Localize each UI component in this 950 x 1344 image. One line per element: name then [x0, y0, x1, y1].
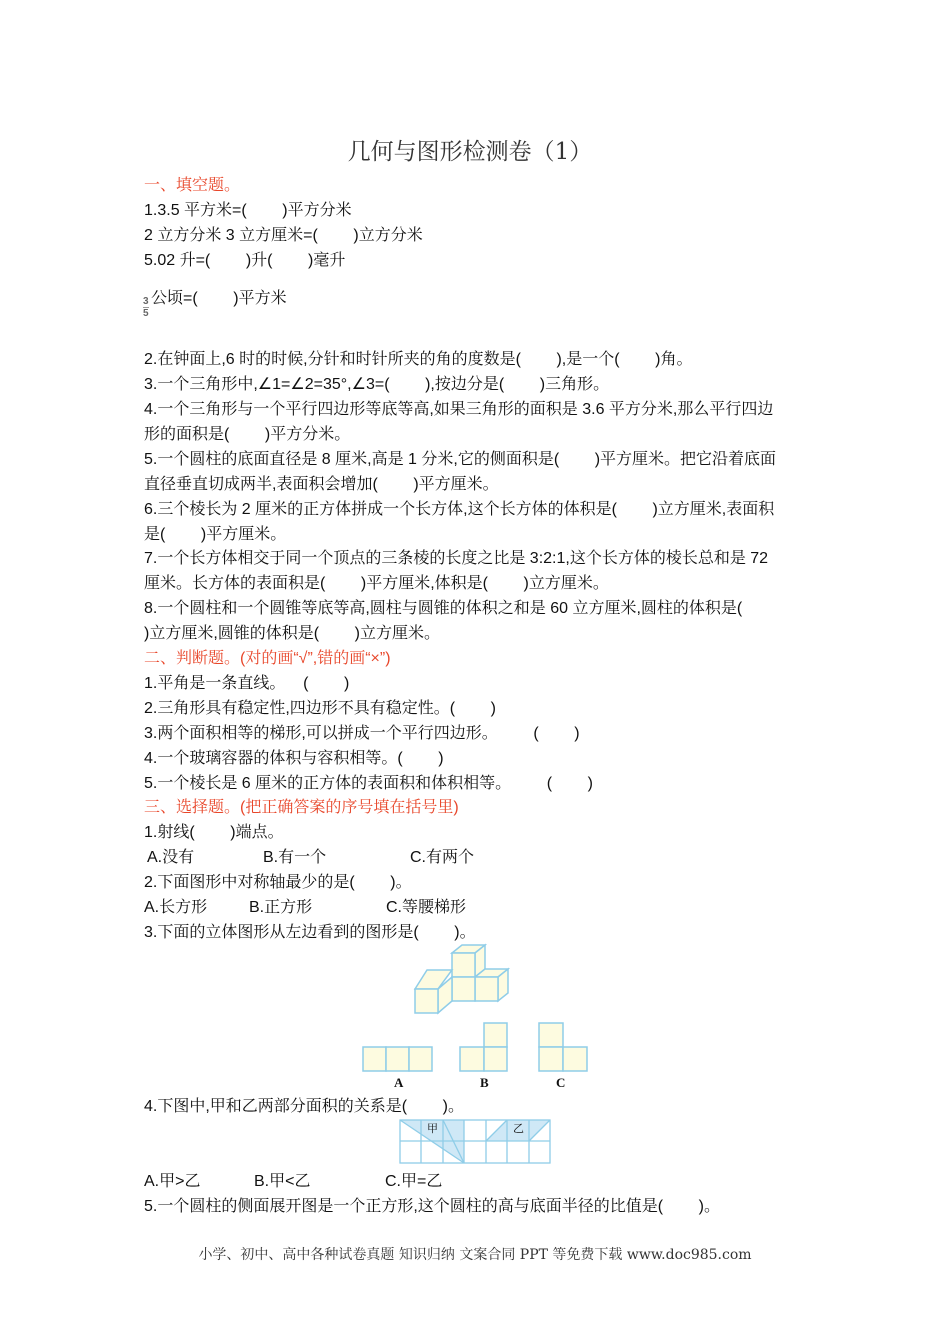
view-b	[460, 1023, 507, 1071]
option-c: C.等腰梯形	[386, 899, 467, 916]
view-c	[539, 1023, 587, 1071]
question-line: 8.一个圆柱和一个圆锥等底等高,圆柱与圆锥的体积之和是 60 立方厘米,圆柱的体积是(	[144, 600, 743, 617]
fraction-denominator: 5	[143, 308, 149, 319]
option-b: B.甲<乙	[254, 1173, 311, 1190]
question-line: 7.一个长方体相交于同一个顶点的三条棱的长度之比是 3:2:1,这个长方体的棱长总和是 72	[144, 550, 769, 567]
question-line: 4.下图中,甲和乙两部分面积的关系是( )。	[144, 1098, 465, 1115]
question-line: 5.一个圆柱的侧面展开图是一个正方形,这个圆柱的高与底面半径的比值是( )。	[144, 1198, 721, 1215]
question-line: 直径垂直切成两半,表面积会增加( )平方厘米。	[144, 476, 499, 493]
question-line: 厘米。长方体的表面积是( )平方厘米,体积是( )立方厘米。	[144, 575, 609, 592]
section-heading-judge: 二、判断题。(对的画“√”,错的画“×”)	[144, 650, 391, 667]
question-line: 2.在钟面上,6 时的时候,分针和时针所夹的角的度数是( ),是一个( )角。	[144, 351, 693, 368]
option-a: A.甲>乙	[144, 1173, 201, 1190]
view-a	[363, 1047, 432, 1071]
question-line: 5.02 升=( )升( )毫升	[144, 252, 346, 269]
footer: 小学、初中、高中各种试卷真题 知识归纳 文案合同 PPT 等免费下载 www.doc985.com	[198, 1247, 752, 1263]
view-label-a: A	[394, 1075, 404, 1090]
question-line: 形的面积是( )平方分米。	[144, 426, 351, 443]
section-heading-choice: 三、选择题。(把正确答案的序号填在括号里)	[144, 799, 459, 816]
area-grid-figure	[400, 1120, 550, 1163]
question-line: 5.一个棱长是 6 厘米的正方体的表面积和体积相等。 ( )	[144, 775, 593, 792]
view-label-c: C	[556, 1075, 566, 1090]
option-a: A.长方形	[144, 899, 208, 916]
label-yi: 乙	[513, 1123, 524, 1135]
question-line: 4.一个玻璃容器的体积与容积相等。( )	[144, 750, 444, 767]
question-line: 2 立方分米 3 立方厘米=( )立方分米	[144, 227, 423, 244]
question-line: 1.平角是一条直线。 ( )	[144, 675, 350, 692]
question-line: 3.一个三角形中,∠1=∠2=35°,∠3=( ),按边分是( )三角形。	[144, 376, 610, 393]
question-line: 公顷=( )平方米	[151, 290, 287, 307]
question-line: 1.3.5 平方米=( )平方分米	[144, 202, 352, 219]
question-line: 3.两个面积相等的梯形,可以拼成一个平行四边形。 ( )	[144, 725, 580, 742]
question-line: 2.下面图形中对称轴最少的是( )。	[144, 874, 412, 891]
question-line: 6.三个棱长为 2 厘米的正方体拼成一个长方体,这个长方体的体积是( )立方厘米,表面积	[144, 501, 775, 518]
question-line: 3.下面的立体图形从左边看到的图形是( )。	[144, 924, 476, 941]
fraction-numerator: 3	[143, 296, 149, 307]
option-b: B.有一个	[263, 849, 327, 866]
question-line: 4.一个三角形与一个平行四边形等底等高,如果三角形的面积是 3.6 平方分米,那么平行四边	[144, 401, 774, 418]
page-title: 几何与图形检测卷（1）	[347, 139, 593, 165]
question-line: 是( )平方厘米。	[144, 526, 287, 543]
section-heading-fill: 一、填空题。	[144, 177, 241, 194]
option-a: A.没有	[147, 849, 195, 866]
option-c: C.甲=乙	[385, 1173, 443, 1190]
label-jia: 甲	[427, 1123, 438, 1135]
question-line: 5.一个圆柱的底面直径是 8 厘米,高是 1 分米,它的侧面积是( )平方厘米。把它沿着底面	[144, 451, 777, 468]
option-b: B.正方形	[249, 899, 313, 916]
question-line: 1.射线( )端点。	[144, 824, 284, 841]
view-label-b: B	[480, 1075, 489, 1090]
option-c: C.有两个	[410, 849, 475, 866]
cube-figure	[415, 945, 508, 1013]
question-line: )立方厘米,圆锥的体积是( )立方厘米。	[144, 625, 440, 642]
question-line: 2.三角形具有稳定性,四边形不具有稳定性。( )	[144, 700, 497, 717]
